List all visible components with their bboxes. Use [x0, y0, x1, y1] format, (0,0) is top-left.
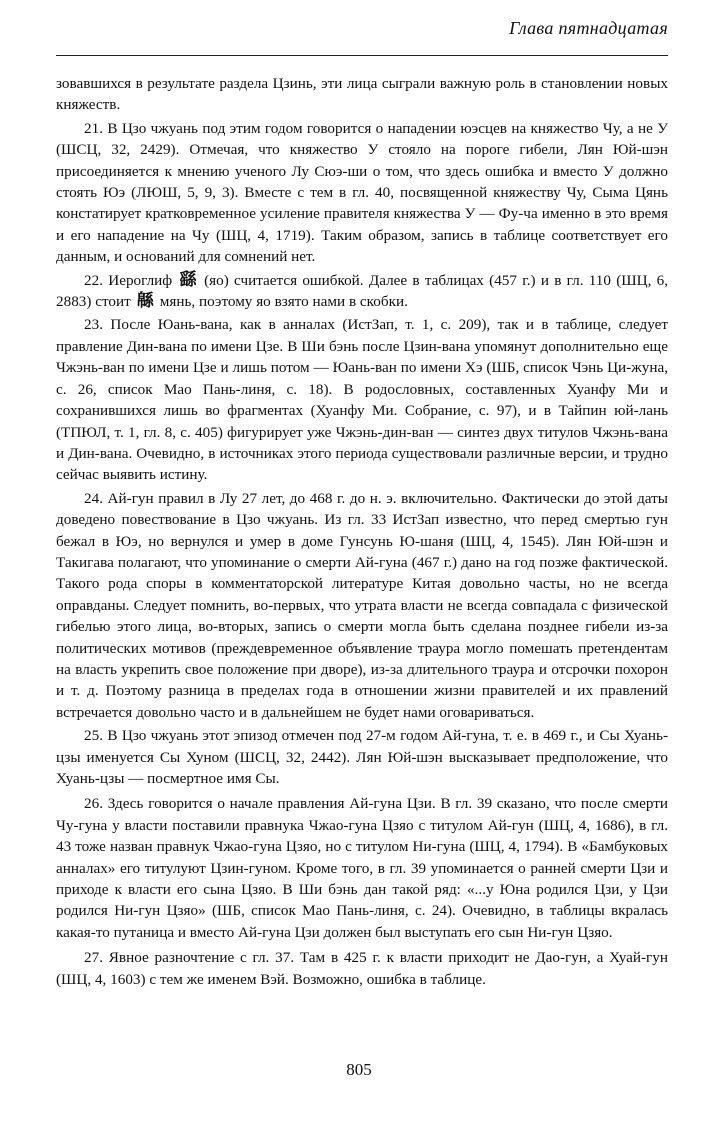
note-25 [56, 725, 668, 789]
header-rule [56, 55, 668, 56]
note-text: Явное разночтение с гл. 37. Там в 425 г. к власти приходит не Дао-гун, а Хуай-гун (ШЦ, 4, 1603) с тем же именем Вэй. Возможно, ошибка в таблице. [56, 949, 668, 988]
note-text-part3: мянь, поэтому яо взято нами в скобки. [159, 293, 408, 311]
chinese-glyph-yao: 繇 [178, 269, 199, 290]
page-body [56, 73, 668, 992]
paragraph-text: зовавшихся в результате раздела Цзинь, эти лица сыграли важную роль в становлении новых княжеств. [56, 75, 668, 114]
note-number: 26. [84, 795, 103, 813]
note-number: 25. [84, 727, 103, 745]
note-number: 27. [84, 949, 103, 967]
paragraph-continuation [56, 73, 668, 116]
note-number: 24. [84, 489, 103, 507]
note-number: 21. [84, 119, 103, 137]
running-header: Глава пятнадцатая [509, 18, 668, 38]
note-number: 22. [84, 271, 103, 289]
note-text-part2: (яо) считается ошибкой. Далее в таблицах (457 г.) и в гл. 110 (ШЦ, 6, 2883) стоит [56, 271, 669, 311]
note-text: После Юань-вана, как в анналах (ИстЗап, т. 1, с. 209), так и в таблице, следует правление Дин-вана по имени Цзе. В Ши бэнь после Цзин-вана упомянут дополнительно еще Чжэнь-ван по имени Цзе и лишь потом — Юань-ван по имени Хэ (ШБ, список Чэнь Ци-жуна, с. 26, список Мао Пань-линя, с. 18). В родословных, составленных Хуанфу Ми и сохранившихся лишь во фрагментах (Хуанфу Ми. Собрание, с. 97), и в Тайпин юй-лань (ТПЮЛ, т. 1, гл. 8, с. 405) фигурирует уже Чжэнь-дин-ван — синтез двух титулов Чжэнь-вана и Дин-вана. Очевидно, в источниках этого периода существовали различные версии, и трудно сейчас выявить истину. [56, 316, 668, 484]
note-22 [56, 270, 668, 313]
note-number: 23. [84, 316, 103, 334]
note-21 [56, 118, 668, 268]
note-24 [56, 488, 668, 723]
note-26 [56, 793, 668, 943]
note-text: В Цзо чжуань этот эпизод отмечен под 27-м годом Ай-гуна, т. е. в 469 г., и Сы Хуань-цзы именуется Сы Хуном (ШСЦ, 32, 2442). Лян Юй-шэн высказывает предположение, что Хуань-цзы — посмертное имя Сы. [56, 727, 669, 787]
note-text-part1: Иероглиф [108, 271, 173, 289]
note-27 [56, 947, 668, 990]
page-number: 805 [346, 1060, 372, 1079]
note-23 [56, 314, 668, 485]
note-text: Здесь говорится о начале правления Ай-гуна Цзи. В гл. 39 сказано, что после смерти Чу-гуна у власти поставили правнука Чжао-гуна Цзяо с титулом Ай-гун (ШЦ, 4, 1686), в гл. 43 тоже назван правнук Чжао-гуна Цзяо, но с титулом Ни-гуна (ШЦ, 4, 1794). В «Бамбуковых анналах» его титулуют Цзин-гуном. Кроме того, в гл. 39 упоминается о ранней смерти Цзи и приходе к власти его сына Цзяо. В Ши бэнь дан такой ряд: «...у Юна родился Цзи, у Цзи родился Ни-гун Цзяо» (ШБ, список Мао Пань-линя, с. 24). Очевидно, в таблицы вкралась какая-то путаница и вместо Ай-гуна Цзи должен был выступать его сын Ни-гун Цзяо. [56, 795, 668, 941]
note-text: Ай-гун правил в Лу 27 лет, до 468 г. до н. э. включительно. Фактически до этой даты доведено повествование в Цзо чжуань. Из гл. 33 ИстЗап известно, что перед смертью гун бежал в Юэ, но вернулся и умер в доме Гунсунь Ю-шаня (ШЦ, 4, 1545). Лян Юй-шэн и Такигава полагают, что упоминание о смерти Ай-гуна (467 г.) дано на год позже фактической. Такого рода споры в комментаторской литературе Китая довольно часты, но не всегда оправданы. Следует помнить, во-первых, что утрата власти не всегда совпадала с физической гибелью этого лица, во-вторых, запись о смерти могла быть сделана позднее гибели из-за политических мотивов (преждевременное объявление траура могло помешать претендентам на власть укрепить свое положение при дворе), из-за длительного траура и отсрочки похорон и т. д. Поэтому разница в пределах года в отношении жизни правителей и их правлений встречается довольно часто и в дальнейшем не будет нами оговариваться. [56, 489, 668, 721]
note-text: В Цзо чжуань под этим годом говорится о нападении юэсцев на княжество Чу, а не У (ШСЦ, 32, 2429). Отмечая, что княжество У стояло на пороге гибели, Лян Юй-шэн присоединяется к мнению ученого Лу Сюэ-ши о том, что здесь ошибка и вместо У должно стоять Юэ (ЛЮШ, 5, 9, 3). Вместе с тем в гл. 40, посвященной княжеству Чу, Сыма Цянь констатирует кратковременное усиление правителя княжества У — Фу-ча именно в это время и его нападение на Чу (ШЦ, 4, 1719). Таким образом, запись в таблице соответствует его данным, и оснований для сомнений нет. [56, 119, 668, 266]
chinese-glyph-mian: 緜 [136, 291, 154, 312]
